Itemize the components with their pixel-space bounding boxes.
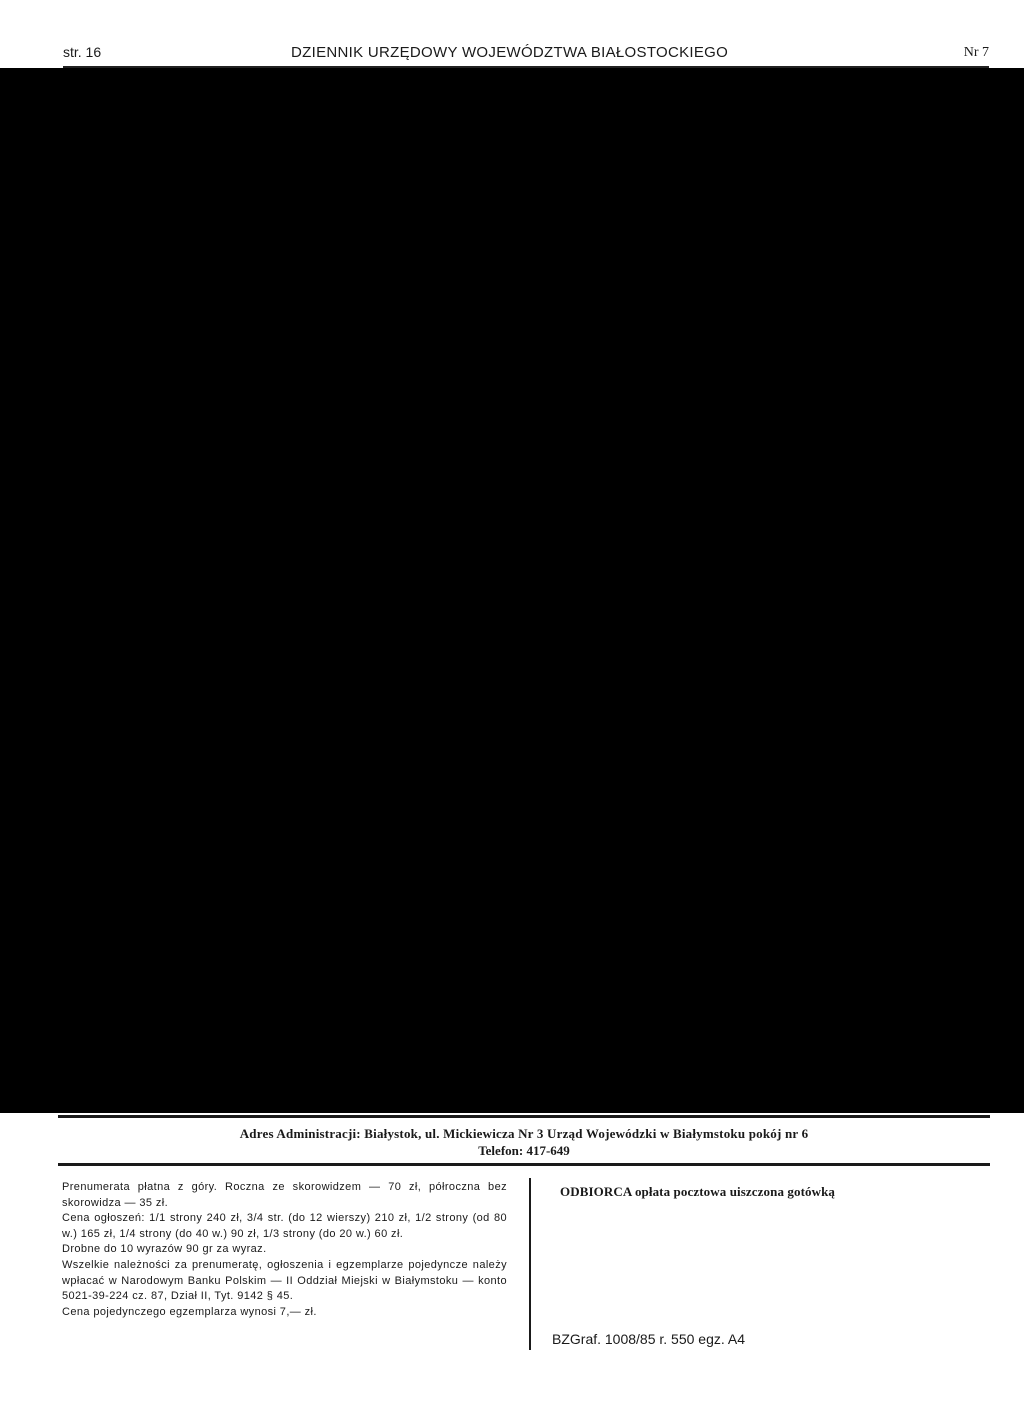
- column-divider: [529, 1178, 531, 1350]
- print-info: BZGraf. 1008/85 r. 550 egz. A4: [552, 1331, 746, 1347]
- page-number: str. 16: [63, 44, 102, 60]
- page-header: [63, 44, 989, 64]
- footer-rule-bottom: [58, 1163, 990, 1166]
- issue-number: Nr 7: [963, 45, 989, 60]
- subscription-paragraph: Cena ogłoszeń: 1/1 strony 240 zł, 3/4 str. (do 12 wierszy) 210 zł, 1/2 strony (od 80 w.) 165 zł, 1/4 strony (do 40 w.) 90 zł, 1/3 strony (do 20 w.) 60 zł.: [62, 1212, 507, 1240]
- subscription-paragraph: Cena pojedynczego egzemplarza wynosi 7,— zł.: [62, 1305, 317, 1318]
- footer-rule-top: [58, 1115, 990, 1118]
- administration-address: Adres Administracji: Białystok, ul. Mickiewicza Nr 3 Urząd Wojewódzki w Białymstoku pokój nr 6: [239, 1126, 809, 1141]
- subscription-paragraph: Prenumerata płatna z góry. Roczna ze skorowidzem — 70 zł, półroczna bez skorowidza — 35 zł.: [62, 1181, 507, 1209]
- administration-phone: Telefon: 417-649: [478, 1143, 570, 1158]
- subscription-info: [62, 1180, 507, 1320]
- recipient-note: ODBIORCA opłata pocztowa uiszczona gotówką: [560, 1184, 836, 1199]
- redacted-content-area: [0, 68, 1024, 1113]
- subscription-paragraph: Wszelkie należności za prenumeratę, ogłoszenia i egzemplarze pojedyncze należy wpłacać w Narodowym Banku Polskim — II Oddział Miejski w Białymstoku — konto 5021-39-224 cz. 87, Dział II, Tyt. 9142 § 45.: [62, 1258, 507, 1303]
- subscription-paragraph: Drobne do 10 wyrazów 90 gr za wyraz.: [62, 1243, 267, 1256]
- journal-title: DZIENNIK URZĘDOWY WOJEWÓDZTWA BIAŁOSTOCKIEGO: [291, 44, 729, 61]
